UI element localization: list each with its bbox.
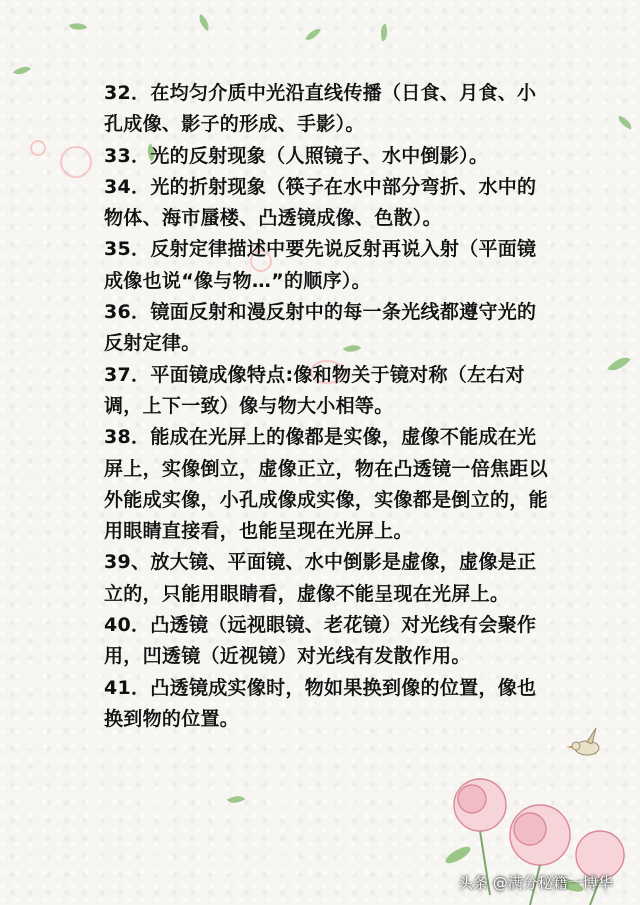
list-item: 40．凸透镜（远视眼镜、老花镜）对光线有会聚作用，凹透镜（近视镜）对光线有发散作用。 [104,614,537,668]
list-item: 39、放大镜、平面镜、水中倒影是虚像，虚像是正立的，只能用眼睛看，虚像不能呈现在光屏上。 [104,551,537,605]
list-item: 36．镜面反射和漫反射中的每一条光线都遵守光的反射定律。 [104,301,537,355]
list-item: 35．反射定律描述中要先说反射再说入射（平面镜成像也说“像与物…”的顺序）。 [104,238,537,292]
document-body [104,78,554,735]
list-item: 32．在均匀介质中光沿直线传播（日食、月食、小孔成像、影子的形成、手影）。 [104,82,537,136]
list-item: 41．凸透镜成实像时，物如果换到像的位置，像也换到物的位置。 [104,676,537,730]
list-item: 38．能成在光屏上的像都是实像，虚像不能成在光屏上，实像倒立，虚像正立，物在凸透镜一倍焦距以外能成实像，小孔成像成实像，实像都是倒立的，能用眼睛直接看，也能呈现在光屏上。 [104,426,548,543]
list-item: 33．光的反射现象（人照镜子、水中倒影）。 [104,144,489,167]
watermark: 头条 @满分秘籍一博华 [458,874,613,892]
bird-illustration [562,720,612,770]
list-item: 34．光的折射现象（筷子在水中部分弯折、水中的物体、海市蜃楼、凸透镜成像、色散）。 [104,175,537,230]
list-item: 37．平面镜成像特点:像和物关于镜对称（左右对调，上下一致）像与物大小相等。 [104,363,525,417]
